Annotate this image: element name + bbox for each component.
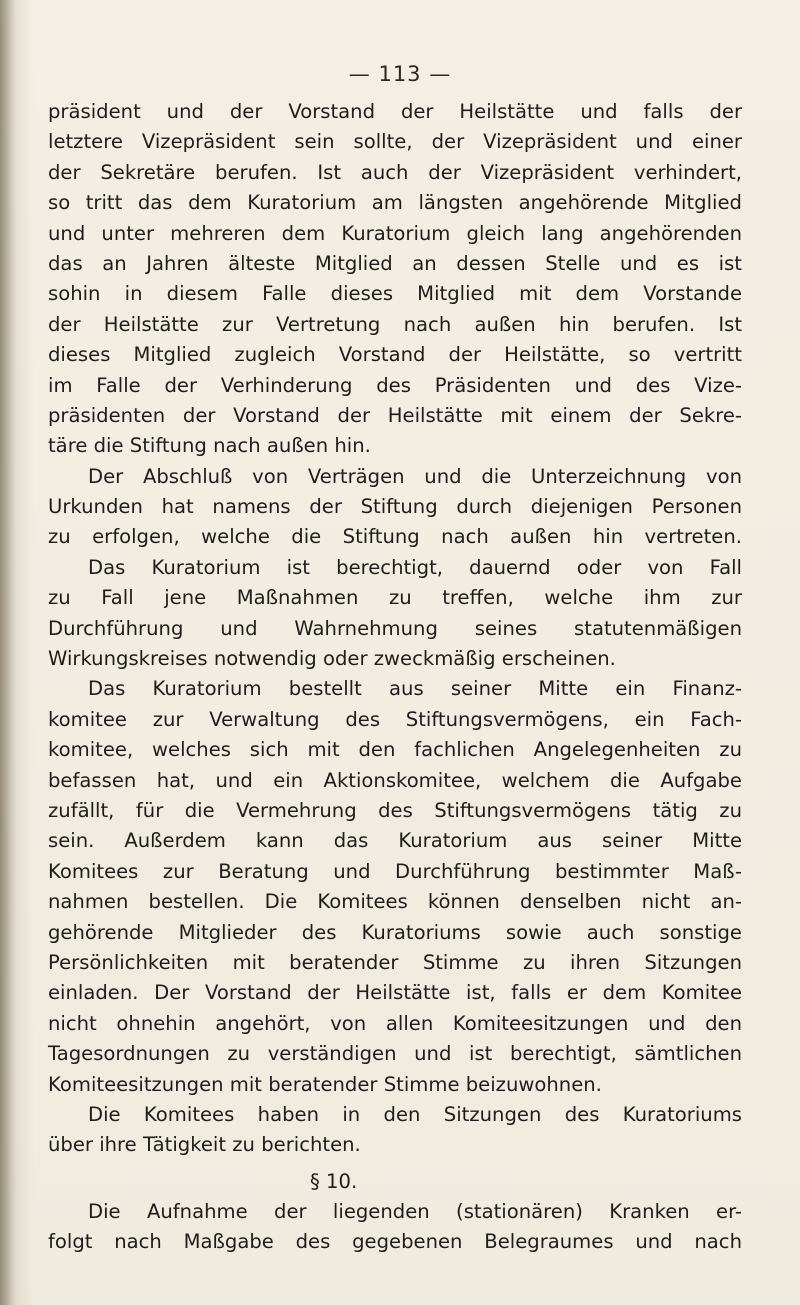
text-line: präsidenten der Vorstand der Heilstätte mit einem der Sekre- xyxy=(48,403,742,427)
text-line: folgt nach Maßgabe des gegebenen Belegraumes und nach xyxy=(48,1230,742,1254)
text-line: sohin in diesem Falle dieses Mitglied mit dem Vorstande xyxy=(48,282,742,306)
text-line: Urkunden hat namens der Stiftung durch diejenigen Personen xyxy=(48,495,742,519)
text-line: Komiteesitzungen mit beratender Stimme beizuwohnen. xyxy=(48,1072,602,1096)
paragraph-start-line: Das Kuratorium bestellt aus seiner Mitte ein Finanz- xyxy=(88,677,742,701)
paragraph-start-line: Das Kuratorium ist berechtigt, dauernd oder von Fall xyxy=(88,555,742,579)
text-line: komitee zur Verwaltung des Stiftungsvermögens, ein Fach- xyxy=(48,707,742,731)
text-line: über ihre Tätigkeit zu berichten. xyxy=(48,1133,361,1157)
paragraph-start-line: Die Komitees haben in den Sitzungen des Kuratoriums xyxy=(88,1102,742,1126)
page-binding-shadow xyxy=(0,0,16,1305)
text-line: das an Jahren älteste Mitglied an dessen Stelle und es ist xyxy=(48,251,742,275)
paragraph-start-line: Die Aufnahme der liegenden (stationären) Kranken er- xyxy=(88,1200,742,1224)
text-line: gehörende Mitglieder des Kuratoriums sowie auch sonstige xyxy=(48,920,742,944)
text-line: und unter mehreren dem Kuratorium gleich lang angehörenden xyxy=(48,221,742,245)
body-text xyxy=(48,97,742,1258)
text-line: der Sekretäre berufen. Ist auch der Vizepräsident verhindert, xyxy=(48,160,742,184)
section-heading: § 10. xyxy=(310,1169,358,1193)
text-line: täre die Stiftung nach außen hin. xyxy=(48,434,371,458)
text-line: im Falle der Verhinderung des Präsidenten und des Vize- xyxy=(48,373,742,397)
text-line: der Heilstätte zur Vertretung nach außen hin berufen. Ist xyxy=(48,312,742,336)
text-line: befassen hat, und ein Aktionskomitee, welchem die Aufgabe xyxy=(48,768,742,792)
text-line: zufällt, für die Vermehrung des Stiftungsvermögens tätig zu xyxy=(48,798,742,822)
text-line: Wirkungskreises notwendig oder zweckmäßig erscheinen. xyxy=(48,647,616,671)
text-line: zu erfolgen, welche die Stiftung nach außen hin vertreten. xyxy=(48,525,742,549)
text-line: Komitees zur Beratung und Durchführung bestimmter Maß- xyxy=(48,859,742,883)
text-line: Persönlichkeiten mit beratender Stimme zu ihren Sitzungen xyxy=(48,950,742,974)
text-line: zu Fall jene Maßnahmen zu treffen, welche ihm zur xyxy=(48,586,742,610)
text-line: Durchführung und Wahrnehmung seines statutenmäßigen xyxy=(48,616,742,640)
text-line: dieses Mitglied zugleich Vorstand der Heilstätte, so vertritt xyxy=(48,343,742,367)
text-line: letztere Vizepräsident sein sollte, der Vizepräsident und einer xyxy=(48,130,742,154)
text-line: nahmen bestellen. Die Komitees können denselben nicht an- xyxy=(48,890,742,914)
page-number: — 113 — xyxy=(348,62,452,86)
text-line: sein. Außerdem kann das Kuratorium aus seiner Mitte xyxy=(48,829,742,853)
text-line: nicht ohnehin angehört, von allen Komiteesitzungen und den xyxy=(48,1011,742,1035)
text-line: komitee, welches sich mit den fachlichen Angelegenheiten zu xyxy=(48,738,742,762)
paragraph-start-line: Der Abschluß von Verträgen und die Unterzeichnung von xyxy=(88,464,742,488)
text-line: einladen. Der Vorstand der Heilstätte ist, falls er dem Komitee xyxy=(48,981,742,1005)
text-line: präsident und der Vorstand der Heilstätte und falls der xyxy=(48,100,742,123)
text-line: Tagesordnungen zu verständigen und ist berechtigt, sämtlichen xyxy=(48,1042,742,1066)
text-line: so tritt das dem Kuratorium am längsten angehörende Mitglied xyxy=(48,191,742,215)
